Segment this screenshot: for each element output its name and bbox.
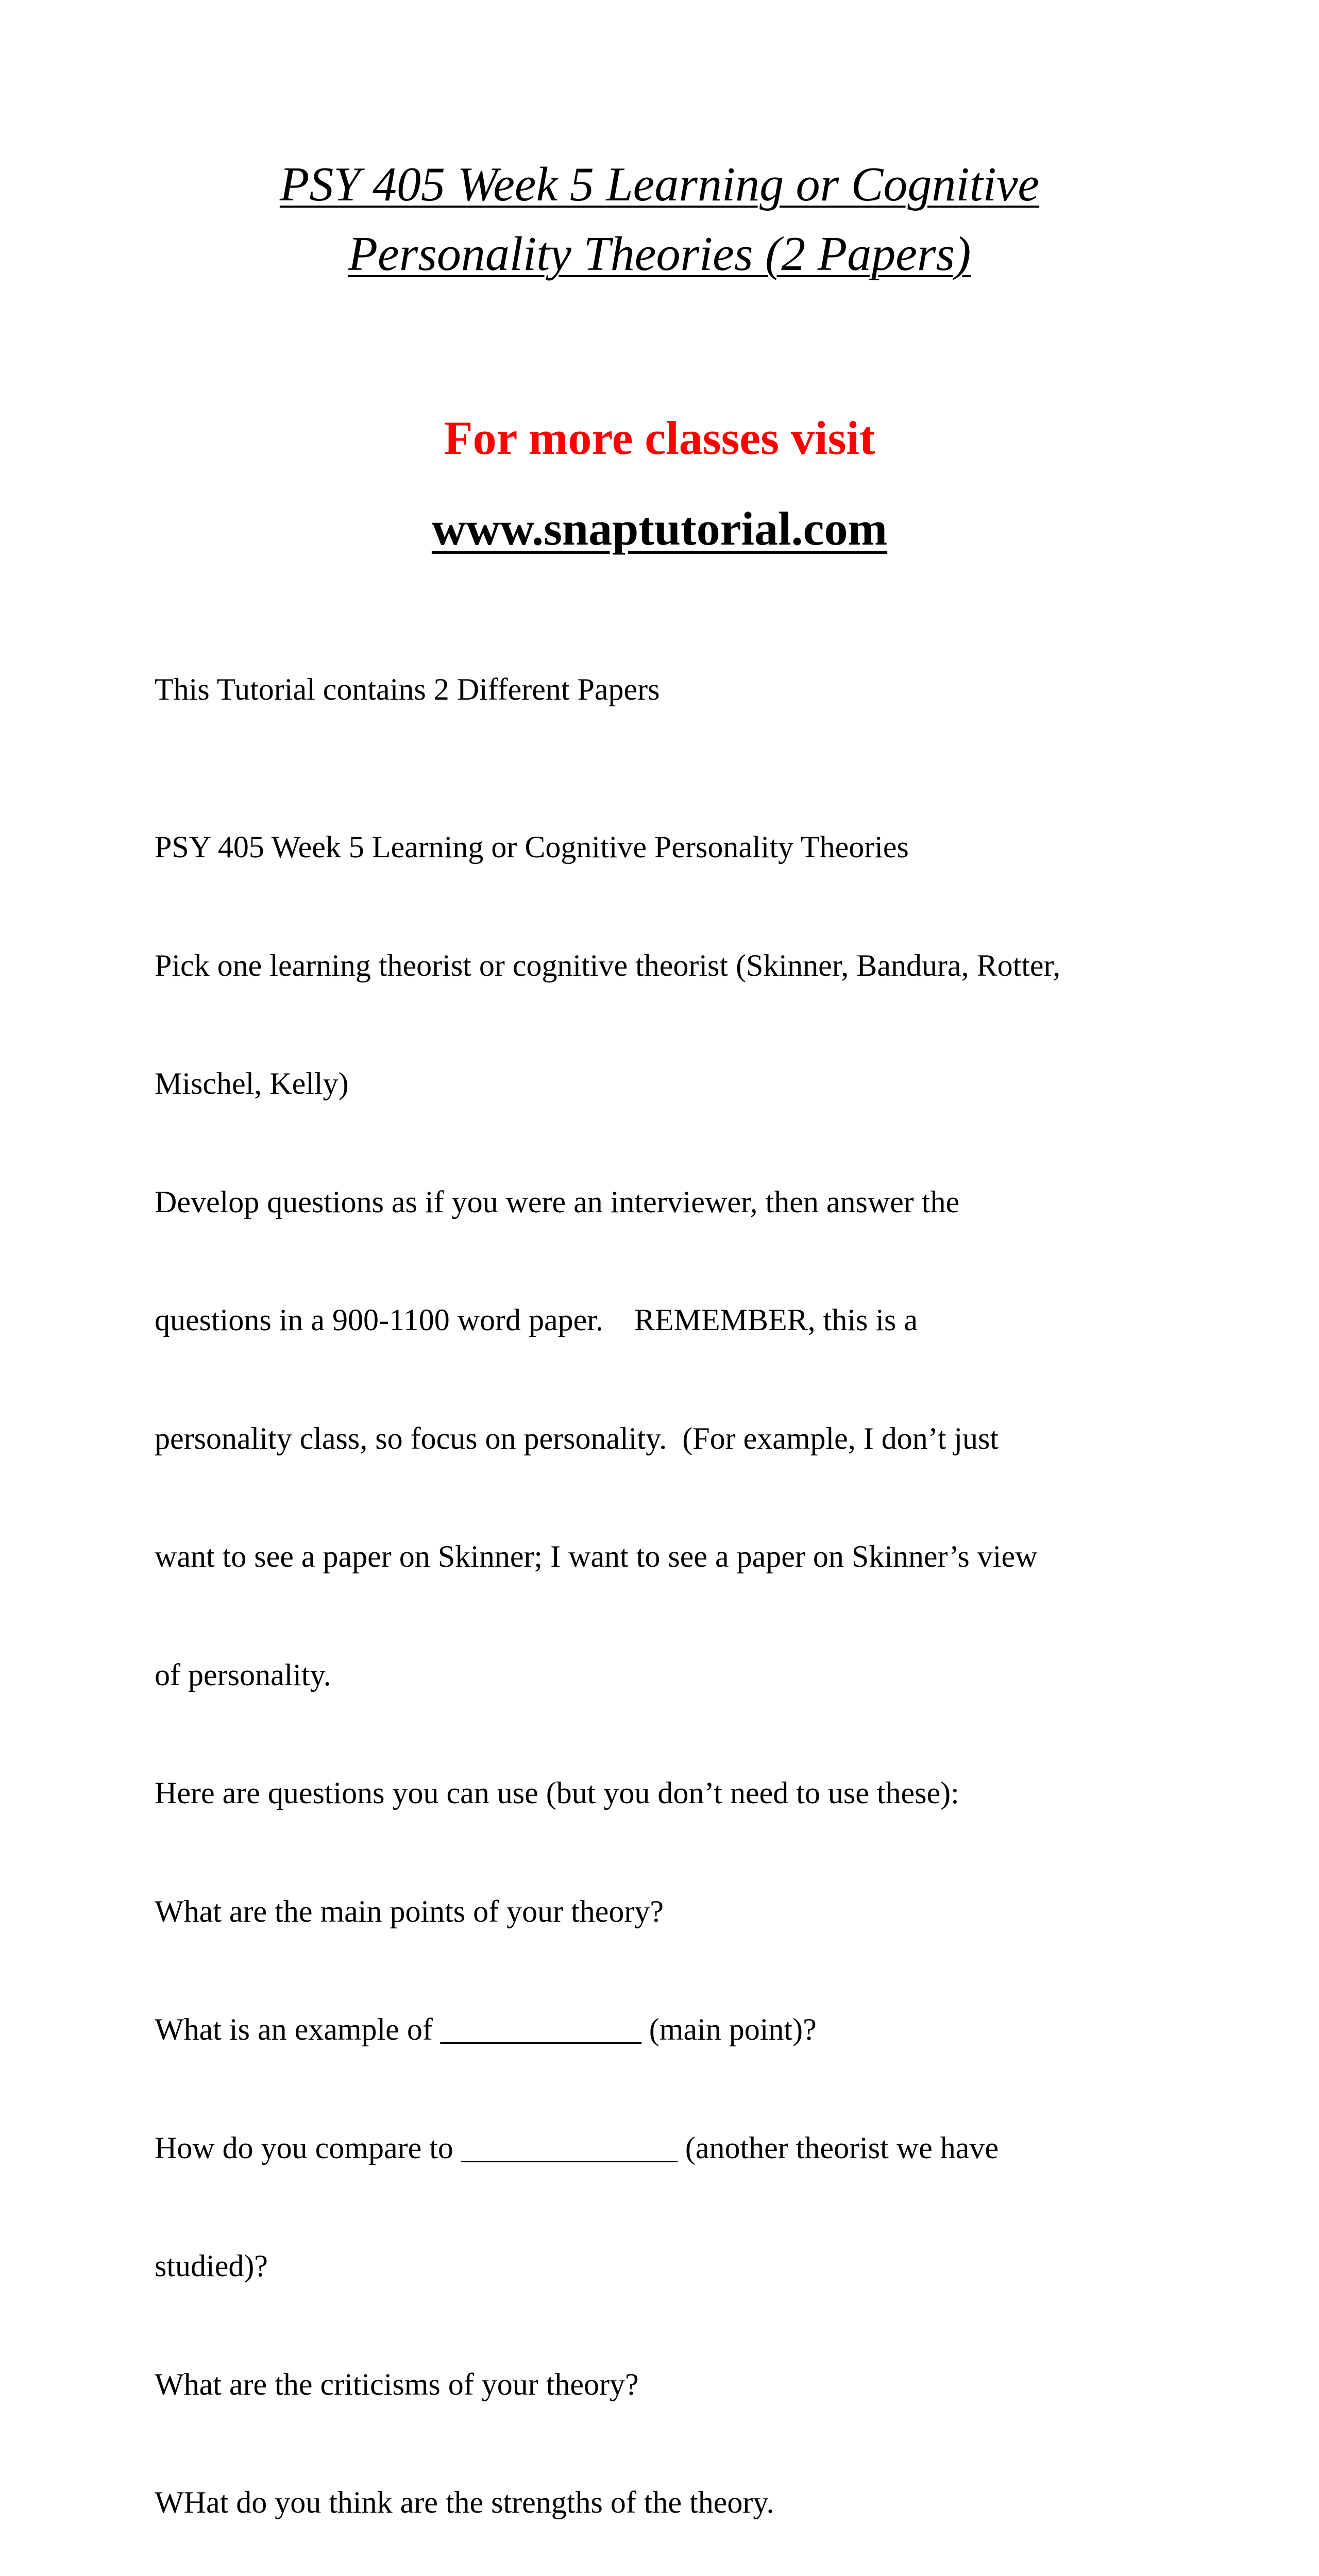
document-title-line-1 <box>0 149 1319 219</box>
body-line: Here are questions you can use (but you don’t need to use these): <box>155 1776 959 1810</box>
body-line: studied)? <box>155 2249 268 2283</box>
body-line: Develop questions as if you were an interviewer, then answer the <box>155 1184 960 1219</box>
body-line: PSY 405 Week 5 Learning or Cognitive Personality Theories <box>155 830 909 864</box>
body-line: What are the criticisms of your theory? <box>155 2367 639 2401</box>
body-line: Mischel, Kelly) <box>155 1066 349 1100</box>
body-line: How do you compare to ______________ (another theorist we have <box>155 2130 999 2165</box>
promo-text: For more classes visit <box>444 412 875 464</box>
body-line: What is an example of _____________ (main point)? <box>155 2012 817 2046</box>
body-line: WHat do you think are the strengths of the theory. <box>155 2485 774 2519</box>
body-line: What are the main points of your theory? <box>155 1894 664 1928</box>
title-line-1-text: PSY 405 Week 5 Learning or Cognitive <box>279 158 1040 211</box>
title-line-2-text: Personality Theories (2 Papers) <box>348 227 971 281</box>
document-title-line-2 <box>0 219 1319 289</box>
body-line: Pick one learning theorist or cognitive theorist (Skinner, Bandura, Rotter, <box>155 948 1061 982</box>
promo-link[interactable]: www.snaptutorial.com <box>431 502 888 555</box>
body-line: of personality. <box>155 1657 331 1692</box>
body-line: personality class, so focus on personality. (For example, I don’t just <box>155 1421 999 1455</box>
intro-text: This Tutorial contains 2 Different Papers <box>155 672 660 706</box>
body-line: want to see a paper on Skinner; I want to see a paper on Skinner’s view <box>155 1539 1038 1573</box>
assignment-description <box>155 749 1185 2576</box>
body-line: questions in a 900-1100 word paper. REMEMBER, this is a <box>155 1303 918 1337</box>
